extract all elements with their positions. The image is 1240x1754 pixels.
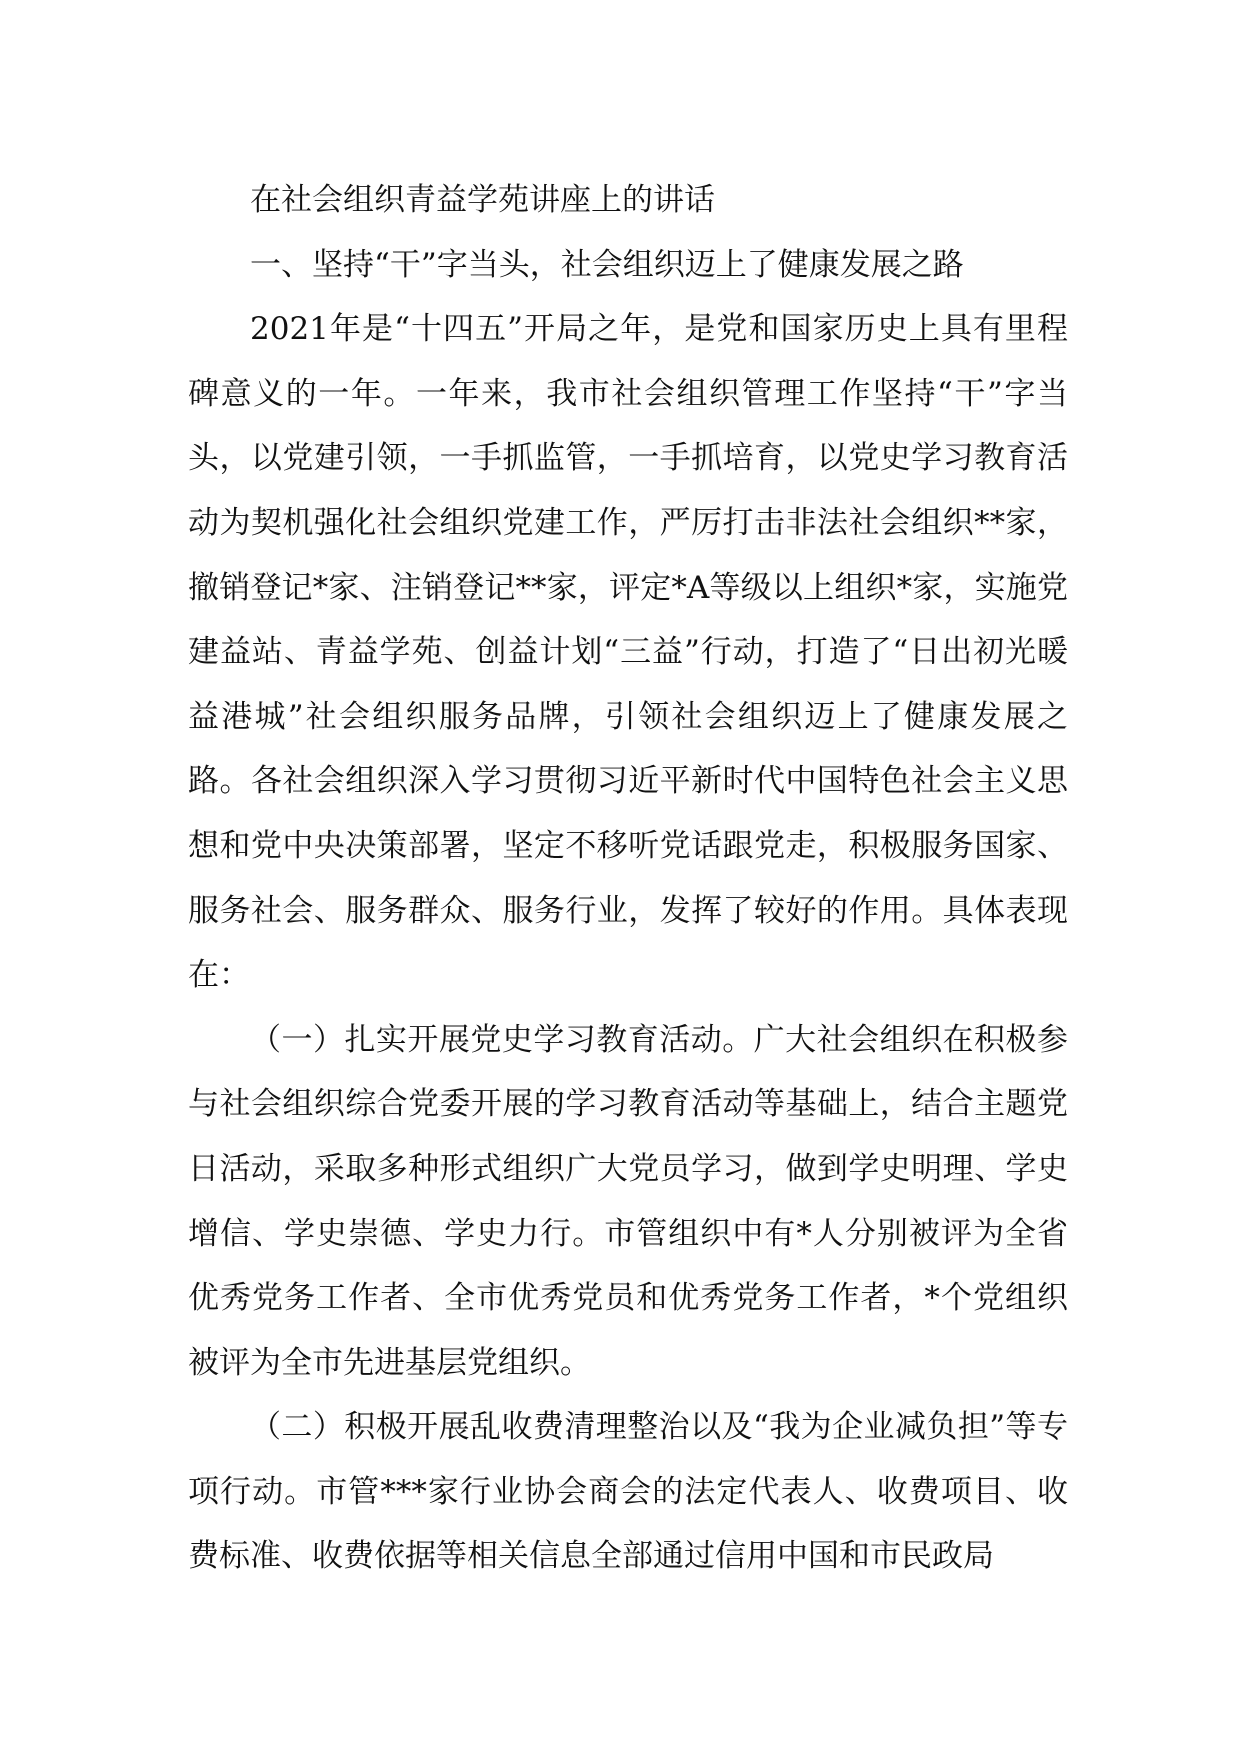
paragraph-item-2: （二）积极开展乱收费清理整治以及“我为企业减负担”等专项行动。市管***家行业协会商会的法定代表人、收费项目、收费标准、收费依据等相关信息全部通过信用中国和市民政局 <box>188 1409 1068 1575</box>
section-heading: 一、坚持“干”字当头，社会组织迈上了健康发展之路 <box>250 246 964 283</box>
paragraph-intro: 2021年是“十四五”开局之年，是党和国家历史上具有里程碑意义的一年。一年来，我市社会组织管理工作坚持“干”字当头，以党建引领，一手抓监管，一手抓培育，以党史学习教育活动为契机强化社会组织党建工作，严厉打击非法社会组织**家，撤销登记*家、注销登记**家，评定*A等级以上组织*家，实施党建益站、青益学苑、创益计划“三益”行动，打造了“日出初光暖益港城”社会组织服务品牌，引领社会组织迈上了健康发展之路。各社会组织深入学习贯彻习近平新时代中国特色社会主义思想和党中央决策部署，坚定不移听党话跟党走，积极服务国家、服务社会、服务群众、服务行业，发挥了较好的作用。具体表现在： <box>188 311 1068 994</box>
paragraph-item-1: （一）扎实开展党史学习教育活动。广大社会组织在积极参与社会组织综合党委开展的学习教育活动等基础上，结合主题党日活动，采取多种形式组织广大党员学习，做到学史明理、学史增信、学史崇德、学史力行。市管组织中有*人分别被评为全省优秀党务工作者、全市优秀党员和优秀党务工作者，*个党组织被评为全市先进基层党组织。 <box>188 1021 1068 1381</box>
document-body <box>188 168 1068 1589</box>
document-title: 在社会组织青益学苑讲座上的讲话 <box>250 182 715 218</box>
